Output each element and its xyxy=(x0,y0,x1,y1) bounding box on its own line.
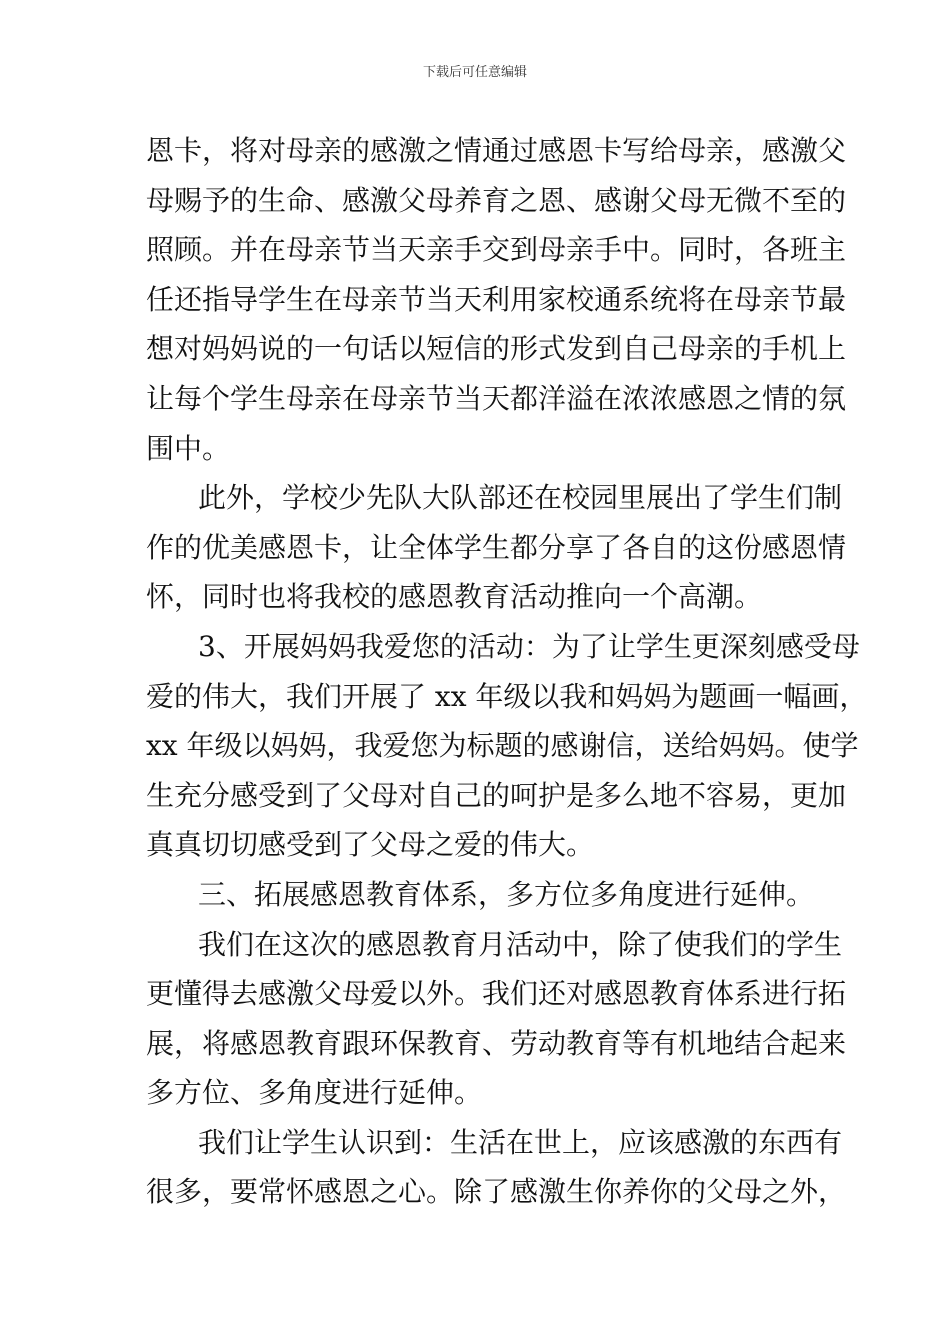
paragraph-start-line: 此外，学校少先队大队部还在校园里展出了学生们制 xyxy=(198,481,843,515)
text-line: xx 年级以妈妈，我爱您为标题的感谢信，送给妈妈。使学 xyxy=(146,729,859,763)
text-line: 任还指导学生在母亲节当天利用家校通系统将在母亲节最 xyxy=(146,282,847,316)
text-line: 恩卡，将对母亲的感激之情通过感恩卡写给母亲，感激父 xyxy=(146,134,847,167)
text-line: 围中。 xyxy=(146,431,231,465)
text-line: 母赐予的生命、感激父母养育之恩、感谢父母无微不至的 xyxy=(146,183,847,217)
text-line: 真真切切感受到了父母之爱的伟大。 xyxy=(146,828,595,862)
document-body xyxy=(146,126,868,1217)
text-line: 更懂得去感激父母爱以外。我们还对感恩教育体系进行拓 xyxy=(146,977,847,1011)
text-line: 怀，同时也将我校的感恩教育活动推向一个高潮。 xyxy=(146,580,763,614)
text-line: 作的优美感恩卡，让全体学生都分享了各自的这份感恩情 xyxy=(146,530,847,564)
text-line: 想对妈妈说的一句话以短信的形式发到自己母亲的手机上 xyxy=(146,332,847,366)
text-line: 多方位、多角度进行延伸。 xyxy=(146,1076,483,1110)
text-line: 生充分感受到了父母对自己的呵护是多么地不容易，更加 xyxy=(146,778,847,812)
section-heading-line: 三、拓展感恩教育体系，多方位多角度进行延伸。 xyxy=(198,877,815,911)
text-line: 很多，要常怀感恩之心。除了感激生你养你的父母之外， xyxy=(146,1175,847,1209)
paragraph-start-line: 我们在这次的感恩教育月活动中，除了使我们的学生 xyxy=(198,927,843,961)
text-line: 爱的伟大，我们开展了 xx 年级以我和妈妈为题画一幅画， xyxy=(146,679,868,713)
text-line: 让每个学生母亲在母亲节当天都洋溢在浓浓感恩之情的氛 xyxy=(146,381,847,415)
text-line: 照顾。并在母亲节当天亲手交到母亲手中。同时，各班主 xyxy=(146,233,847,267)
paragraph-start-line: 3、开展妈妈我爱您的活动：为了让学生更深刻感受母 xyxy=(198,629,860,663)
paragraph-start-line: 我们让学生认识到：生活在世上，应该感激的东西有 xyxy=(198,1125,843,1159)
page-header: 下载后可任意编辑 xyxy=(422,65,527,80)
text-line: 展，将感恩教育跟环保教育、劳动教育等有机地结合起来 xyxy=(146,1026,847,1060)
